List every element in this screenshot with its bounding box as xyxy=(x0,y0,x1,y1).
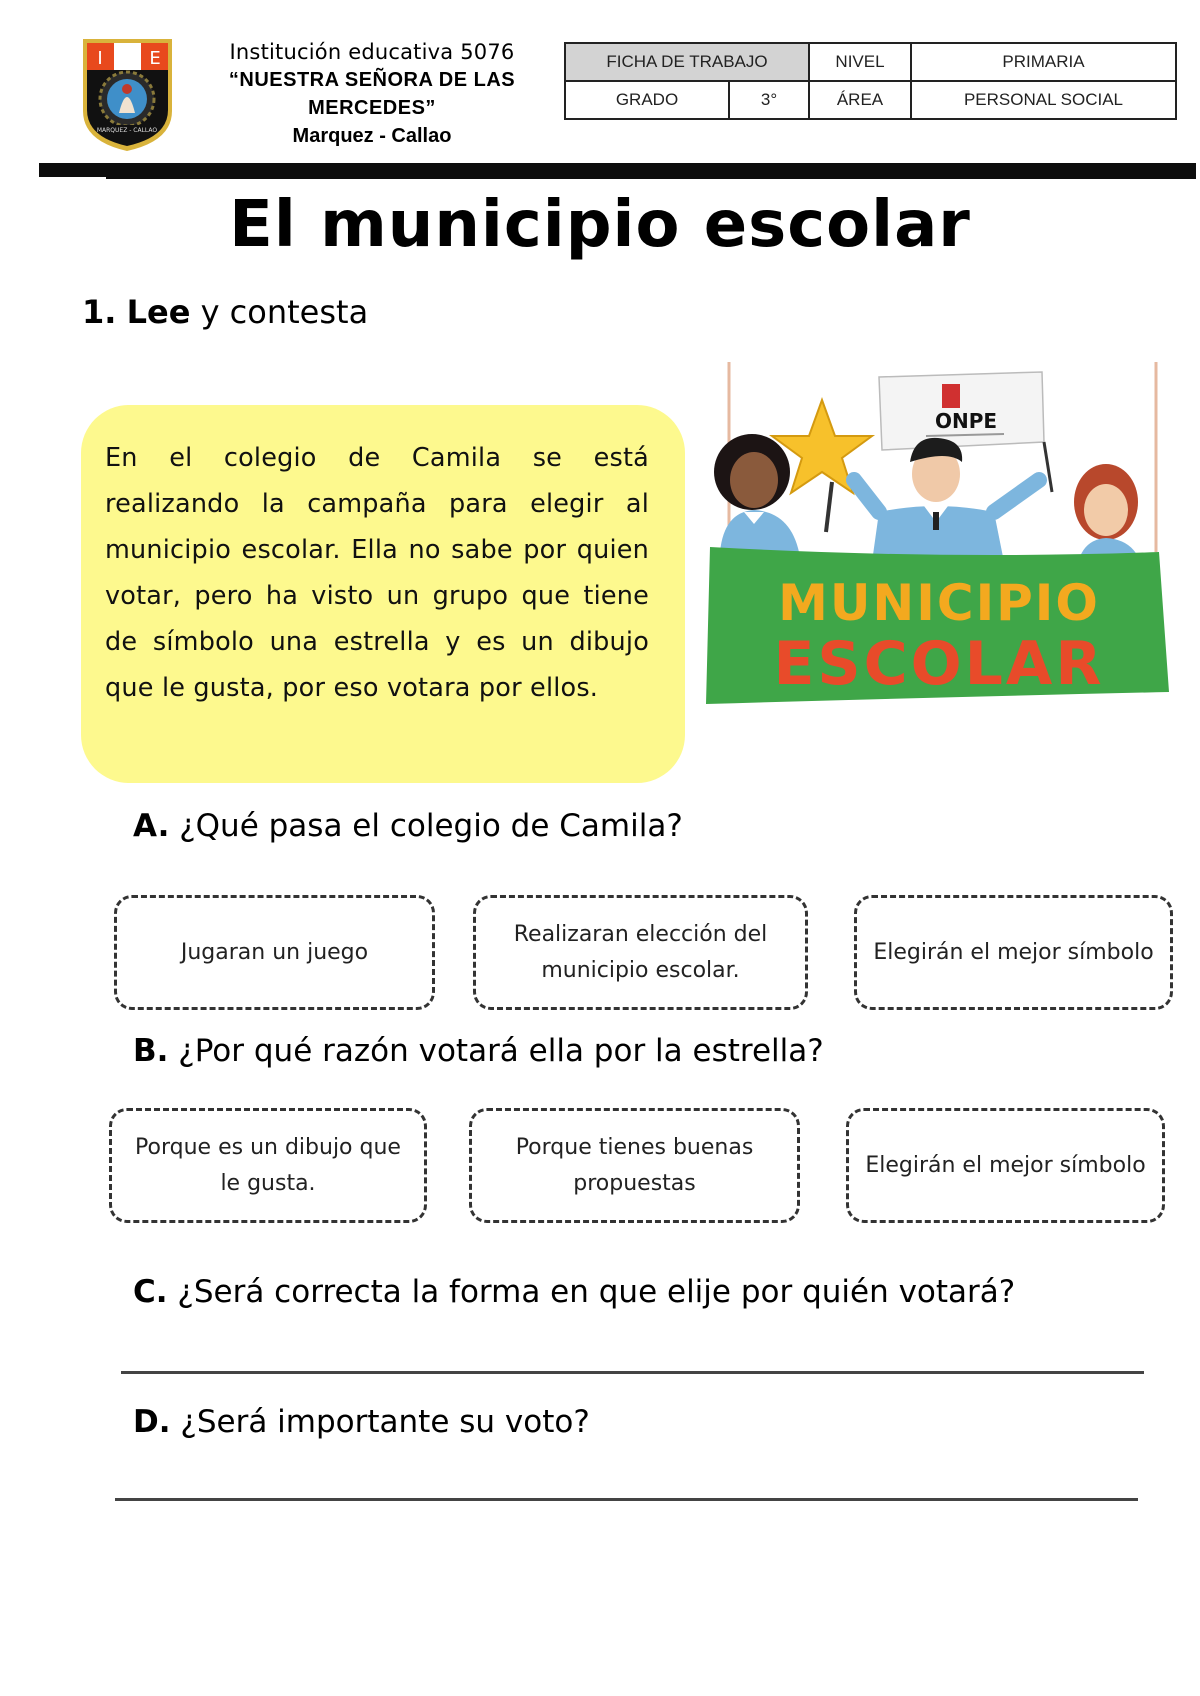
section-number: 1. xyxy=(82,293,117,331)
question-d-answer-line[interactable] xyxy=(115,1498,1138,1501)
question-b-option-3[interactable]: Elegirán el mejor símbolo xyxy=(846,1108,1165,1223)
school-location: Marquez - Callao xyxy=(292,125,452,147)
page-title: El municipio escolar xyxy=(229,188,971,262)
worksheet-info-table xyxy=(564,42,1177,120)
school-name-line: “NUESTRA SEÑORA DE LAS xyxy=(228,69,516,91)
question-a-text: ¿Qué pasa el colegio de Camila? xyxy=(169,808,683,844)
svg-text:E: E xyxy=(149,48,161,69)
nivel-label: NIVEL xyxy=(809,43,911,81)
school-institution-line: Institución educativa 5076 xyxy=(229,40,515,64)
svg-text:MUNICIPIO: MUNICIPIO xyxy=(778,574,1100,632)
svg-text:I: I xyxy=(97,48,103,69)
grado-value: 3° xyxy=(729,81,809,119)
question-b xyxy=(133,1033,824,1069)
section-verb: Lee xyxy=(126,293,191,331)
area-value: PERSONAL SOCIAL xyxy=(911,81,1176,119)
reading-passage-box xyxy=(81,405,685,783)
ficha-label: FICHA DE TRABAJO xyxy=(565,43,809,81)
school-name-block xyxy=(192,38,552,150)
question-c-text: ¿Será correcta la forma en que elije por quién votará? xyxy=(167,1274,1016,1310)
question-a-letter: A. xyxy=(133,808,170,844)
question-d-text: ¿Será importante su voto? xyxy=(170,1404,590,1440)
students-campaign-illustration xyxy=(704,362,1174,744)
section-instruction: y contesta xyxy=(190,293,369,331)
grado-label: GRADO xyxy=(565,81,729,119)
question-c xyxy=(133,1274,1015,1310)
svg-text:MARQUEZ - CALLAO: MARQUEZ - CALLAO xyxy=(96,127,158,134)
header-divider-shadow xyxy=(106,175,1196,179)
svg-text:ONPE: ONPE xyxy=(934,409,998,433)
question-c-answer-line[interactable] xyxy=(121,1371,1144,1374)
school-crest-icon xyxy=(75,33,180,153)
section-heading xyxy=(82,293,368,331)
question-a xyxy=(133,808,683,844)
school-logo xyxy=(75,33,180,153)
area-label: ÁREA xyxy=(809,81,911,119)
question-a-option-1[interactable]: Jugaran un juego xyxy=(114,895,435,1010)
question-d xyxy=(133,1404,590,1440)
question-b-option-1[interactable]: Porque es un dibujo que le gusta. xyxy=(109,1108,427,1223)
nivel-value: PRIMARIA xyxy=(911,43,1176,81)
municipio-escolar-illustration xyxy=(704,362,1174,744)
question-b-text: ¿Por qué razón votará ella por la estrella? xyxy=(168,1033,824,1069)
municipio-escolar-banner xyxy=(706,547,1169,704)
question-c-letter: C. xyxy=(133,1274,168,1310)
svg-text:ESCOLAR: ESCOLAR xyxy=(773,629,1105,699)
question-b-letter: B. xyxy=(133,1033,169,1069)
question-a-option-3[interactable]: Elegirán el mejor símbolo xyxy=(854,895,1173,1010)
school-name-line-2: MERCEDES” xyxy=(308,97,436,119)
reading-passage-text: En el colegio de Camila se está realizando la campaña para elegir al municipio escolar. Ella no sabe por quien votar, pero ha visto un grupo que tiene de símbolo una estrella y es un dibujo que le gusta, por eso votara por ellos. xyxy=(105,443,649,703)
question-b-option-2[interactable]: Porque tienes buenas propuestas xyxy=(469,1108,800,1223)
question-d-letter: D. xyxy=(133,1404,171,1440)
question-a-option-2[interactable]: Realizaran elección del municipio escolar. xyxy=(473,895,808,1010)
